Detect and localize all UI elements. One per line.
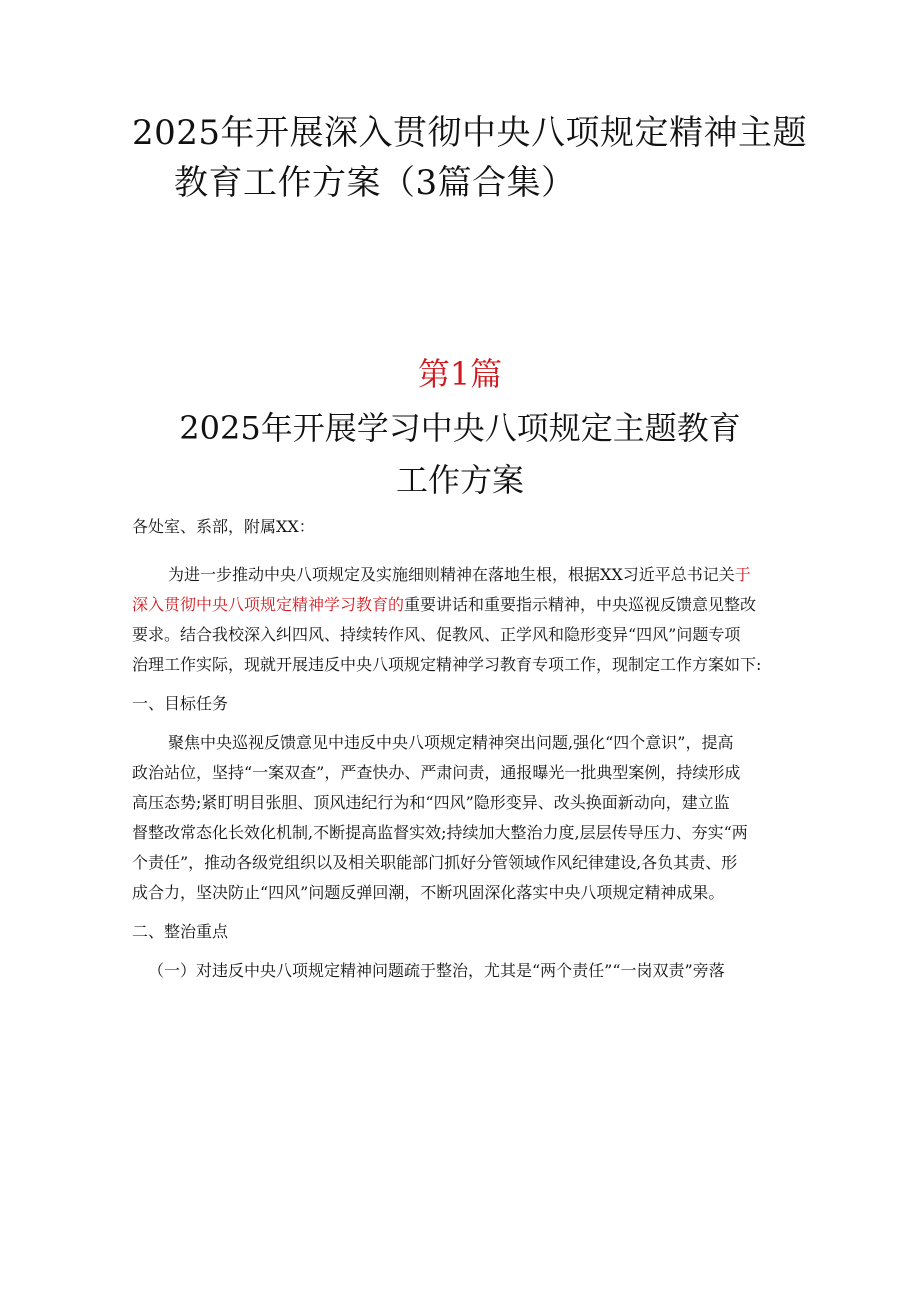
section-2-item-1-line: （一）对违反中央八项规定精神问题疏于整治，尤其是“两个责任”“一岗双责”旁落 bbox=[148, 961, 725, 980]
intro-highlight: 深入贯彻中央八项规定精神学习教育的 bbox=[132, 595, 405, 614]
section-1-line: 政治站位，坚持“一案双查”，严查快办、严肃问责，通报曝光一批典型案例，持续形成 bbox=[132, 763, 741, 782]
section-1-line: 高压态势;紧盯明目张胆、顶风违纪行为和“四风”隐形变异、改头换面新动向，建立监 bbox=[132, 793, 730, 812]
document-title-line-2: 教育工作方案（3篇合集） bbox=[174, 163, 576, 203]
part-title-line-1: 2025年开展学习中央八项规定主题教育 bbox=[179, 409, 741, 447]
part-title bbox=[0, 402, 920, 506]
section-1-line: 个责任”，推动各级党组织以及相关职能部门抓好分管领域作风纪律建设,各负其责、形 bbox=[132, 853, 738, 872]
intro-line-4: 治理工作实际，现就开展违反中央八项规定精神学习教育专项工作，现制定工作方案如下: bbox=[132, 655, 762, 674]
section-1-line: 督整改常态化长效化机制,不断提高监督实效;持续加大整治力度,层层传导压力、夯实“两 bbox=[132, 823, 748, 842]
intro-highlight-start: 于 bbox=[734, 565, 751, 584]
intro-line-2-text: 重要讲话和重要指示精神，中央巡视反馈意见整改 bbox=[404, 595, 757, 614]
intro-paragraph bbox=[132, 560, 792, 680]
salutation: 各处室、系部，附属XX： bbox=[132, 517, 315, 536]
intro-line-2 bbox=[132, 590, 792, 620]
document-title-line-1: 2025年开展深入贯彻中央八项规定精神主题 bbox=[132, 113, 808, 153]
section-1-heading: 一、目标任务 bbox=[132, 694, 229, 713]
section-1-line: 成合力，坚决防止“四风”问题反弹回潮，不断巩固深化落实中央八项规定精神成果。 bbox=[132, 883, 725, 902]
section-1-paragraph bbox=[132, 728, 792, 908]
section-2-heading: 二、整治重点 bbox=[132, 922, 229, 941]
intro-line-1-text: 为进一步推动中央八项规定及实施细则精神在落地生根，根据XX习近平总书记关 bbox=[168, 565, 735, 584]
part-title-line-2: 工作方案 bbox=[395, 461, 524, 499]
intro-line-1 bbox=[132, 560, 792, 590]
document-body bbox=[132, 512, 792, 995]
section-2-item-1 bbox=[132, 956, 792, 986]
intro-line-3: 要求。结合我校深入纠四风、持续转作风、促教风、正学风和隐形变异“四风”问题专项 bbox=[132, 625, 741, 644]
part-label: 第1篇 bbox=[417, 355, 503, 393]
document-title bbox=[132, 108, 812, 208]
section-1-line: 聚焦中央巡视反馈意见中违反中央八项规定精神突出问题,强化“四个意识”，提高 bbox=[168, 733, 734, 752]
